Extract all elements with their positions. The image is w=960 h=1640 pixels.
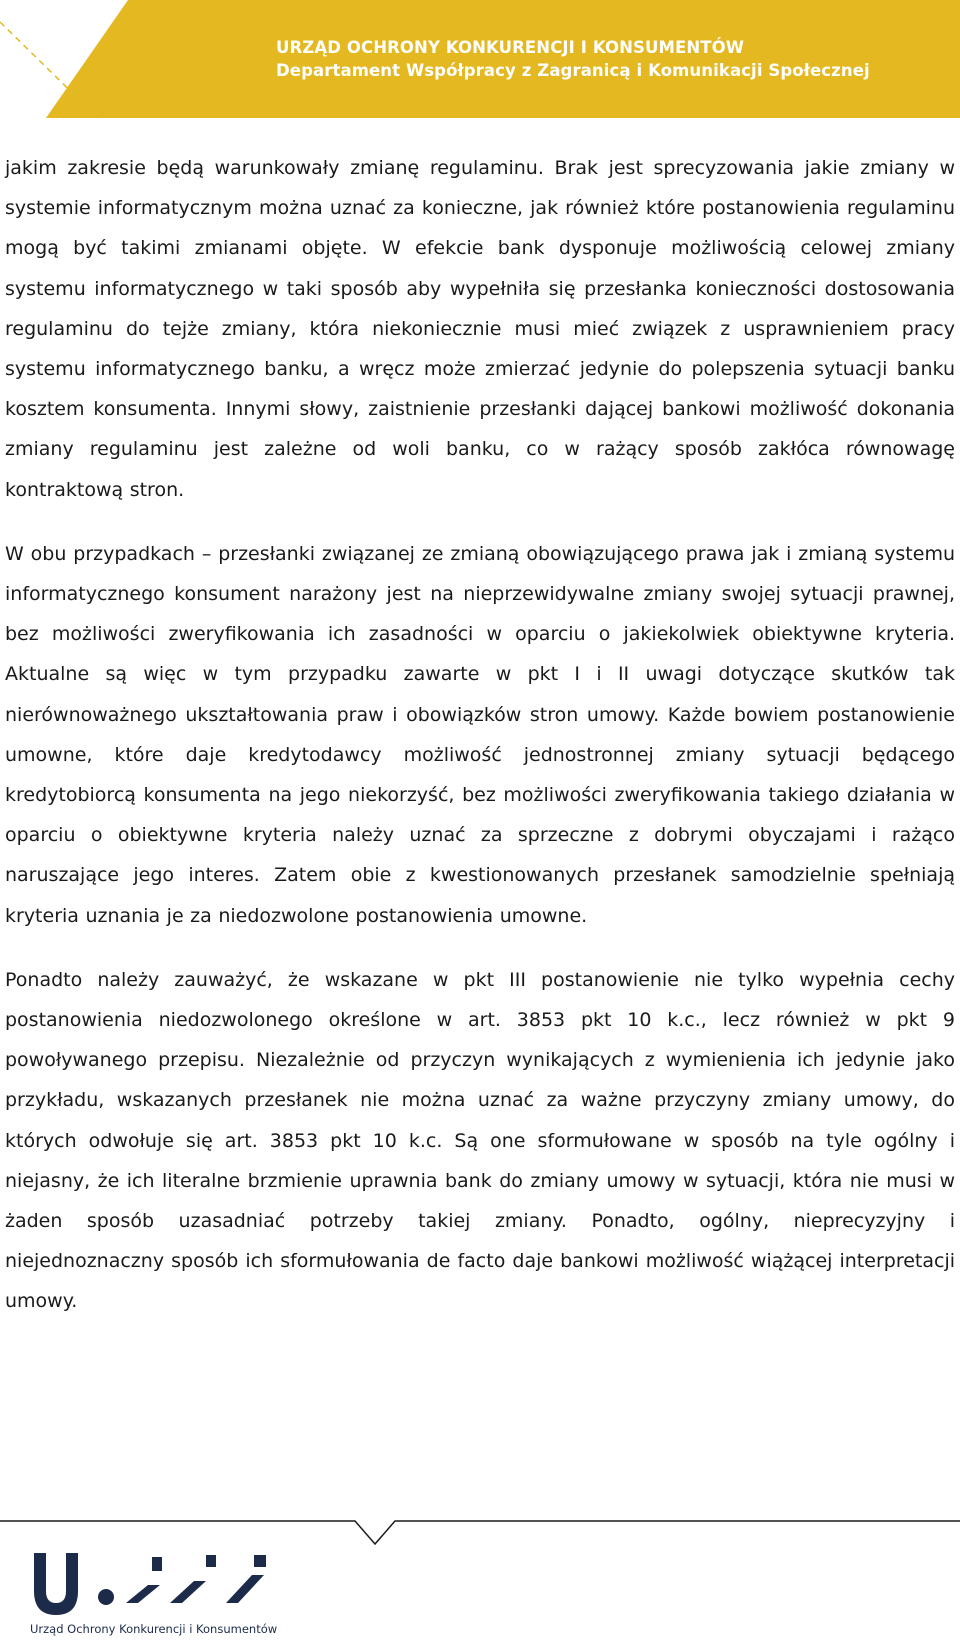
uokik-logo	[30, 1545, 290, 1621]
paragraph-3: Ponadto należy zauważyć, że wskazane w pkt III postanowienie nie tylko wypełnia cechy postanowienia niedozwolonego określone w art. 3853 pkt 10 k.c., lecz również w pkt 9 powoływanego przepisu. Niezależnie od przyczyn wynikających z wymienienia ich jedynie jako przykładu, wskazanych przesłanek nie można uznać za ważne przyczyny zmiany umowy, do których odwołuje się art. 3853 pkt 10 k.c. Są one sformułowane w sposób na tyle ogólny i niejasny, że ich literalne brzmienie uprawnia bank do zmiany umowy w sytuacji, która nie musi w żaden sposób uzasadniać potrzeby takiej zmiany. Ponadto, ogólny, nieprecyzyjny i niejednoznaczny sposób ich sformułowania de facto daje bankowi możliwość wiążącej interpretacji umowy.	[5, 968, 955, 1313]
logo-chevron-1	[126, 1585, 160, 1603]
logo-letter-u	[34, 1553, 78, 1615]
logo-caption: Urząd Ochrony Konkurencji i Konsumentów	[30, 1622, 278, 1636]
paragraph-2: W obu przypadkach – przesłanki związanej ze zmianą obowiązującego prawa jak i zmianą systemu informatycznego konsument narażony jest na nieprzewidywalne zmiany swojej sytuacji prawnej, bez możliwości zweryfikowania ich zasadności w oparciu o jakiekolwiek obiektywne kryteria. Aktualne są więc w tym przypadku zawarte w pkt I i II uwagi dotyczące skutków tak nierównoważnego ukształtowania praw i obowiązków stron umowy. Każde bowiem postanowienie umowne, które daje kredytodawcy możliwość jednostronnej zmiany sytuacji będącego kredytobiorcą konsumenta na jego niekorzyść, bez możliwości zweryfikowania takiego działania w oparciu o obiektywne kryteria należy uznać za sprzeczne z dobrymi obyczajami i rażąco naruszające jego interes. Zatem obie z kwestionowanych przesłanek samodzielnie spełniają kryteria uznania je za niedozwolone postanowienia umowne.	[5, 542, 955, 927]
logo-dot	[98, 1589, 114, 1605]
logo-tick-1	[152, 1557, 162, 1571]
header-title-block	[276, 36, 870, 82]
page-header	[0, 0, 960, 120]
header-organization-name: URZĄD OCHRONY KONKURENCJI I KONSUMENTÓW	[276, 38, 745, 57]
logo-tick-3	[254, 1555, 266, 1567]
logo-chevron-3	[226, 1575, 264, 1603]
paragraph-1: jakim zakresie będą warunkowały zmianę regulaminu. Brak jest sprecyzowania jakie zmiany w systemie informatycznym można uznać za konieczne, jak również które postanowienia regulaminu mogą być takimi zmianami objęte. W efekcie bank dysponuje możliwością celowej zmiany systemu informatycznego w taki sposób aby wypełniła się przesłanka konieczności dostosowania regulaminu do tejże zmiany, która niekoniecznie musi mieć związek z usprawnieniem pracy systemu informatycznego banku, a wręcz może zmierzać jedynie do polepszenia sytuacji banku kosztem konsumenta. Innymi słowy, zaistnienie przesłanki dającej bankowi możliwość dokonania zmiany regulaminu jest zależne od woli banku, co w rażący sposób zakłóca równowagę kontraktową stron.	[5, 157, 955, 501]
logo-chevron-2	[170, 1581, 206, 1603]
logo-tick-2	[206, 1555, 216, 1567]
document-body	[5, 148, 955, 1346]
header-department-name: Departament Współpracy z Zagranicą i Komunikacji Społecznej	[276, 61, 870, 80]
